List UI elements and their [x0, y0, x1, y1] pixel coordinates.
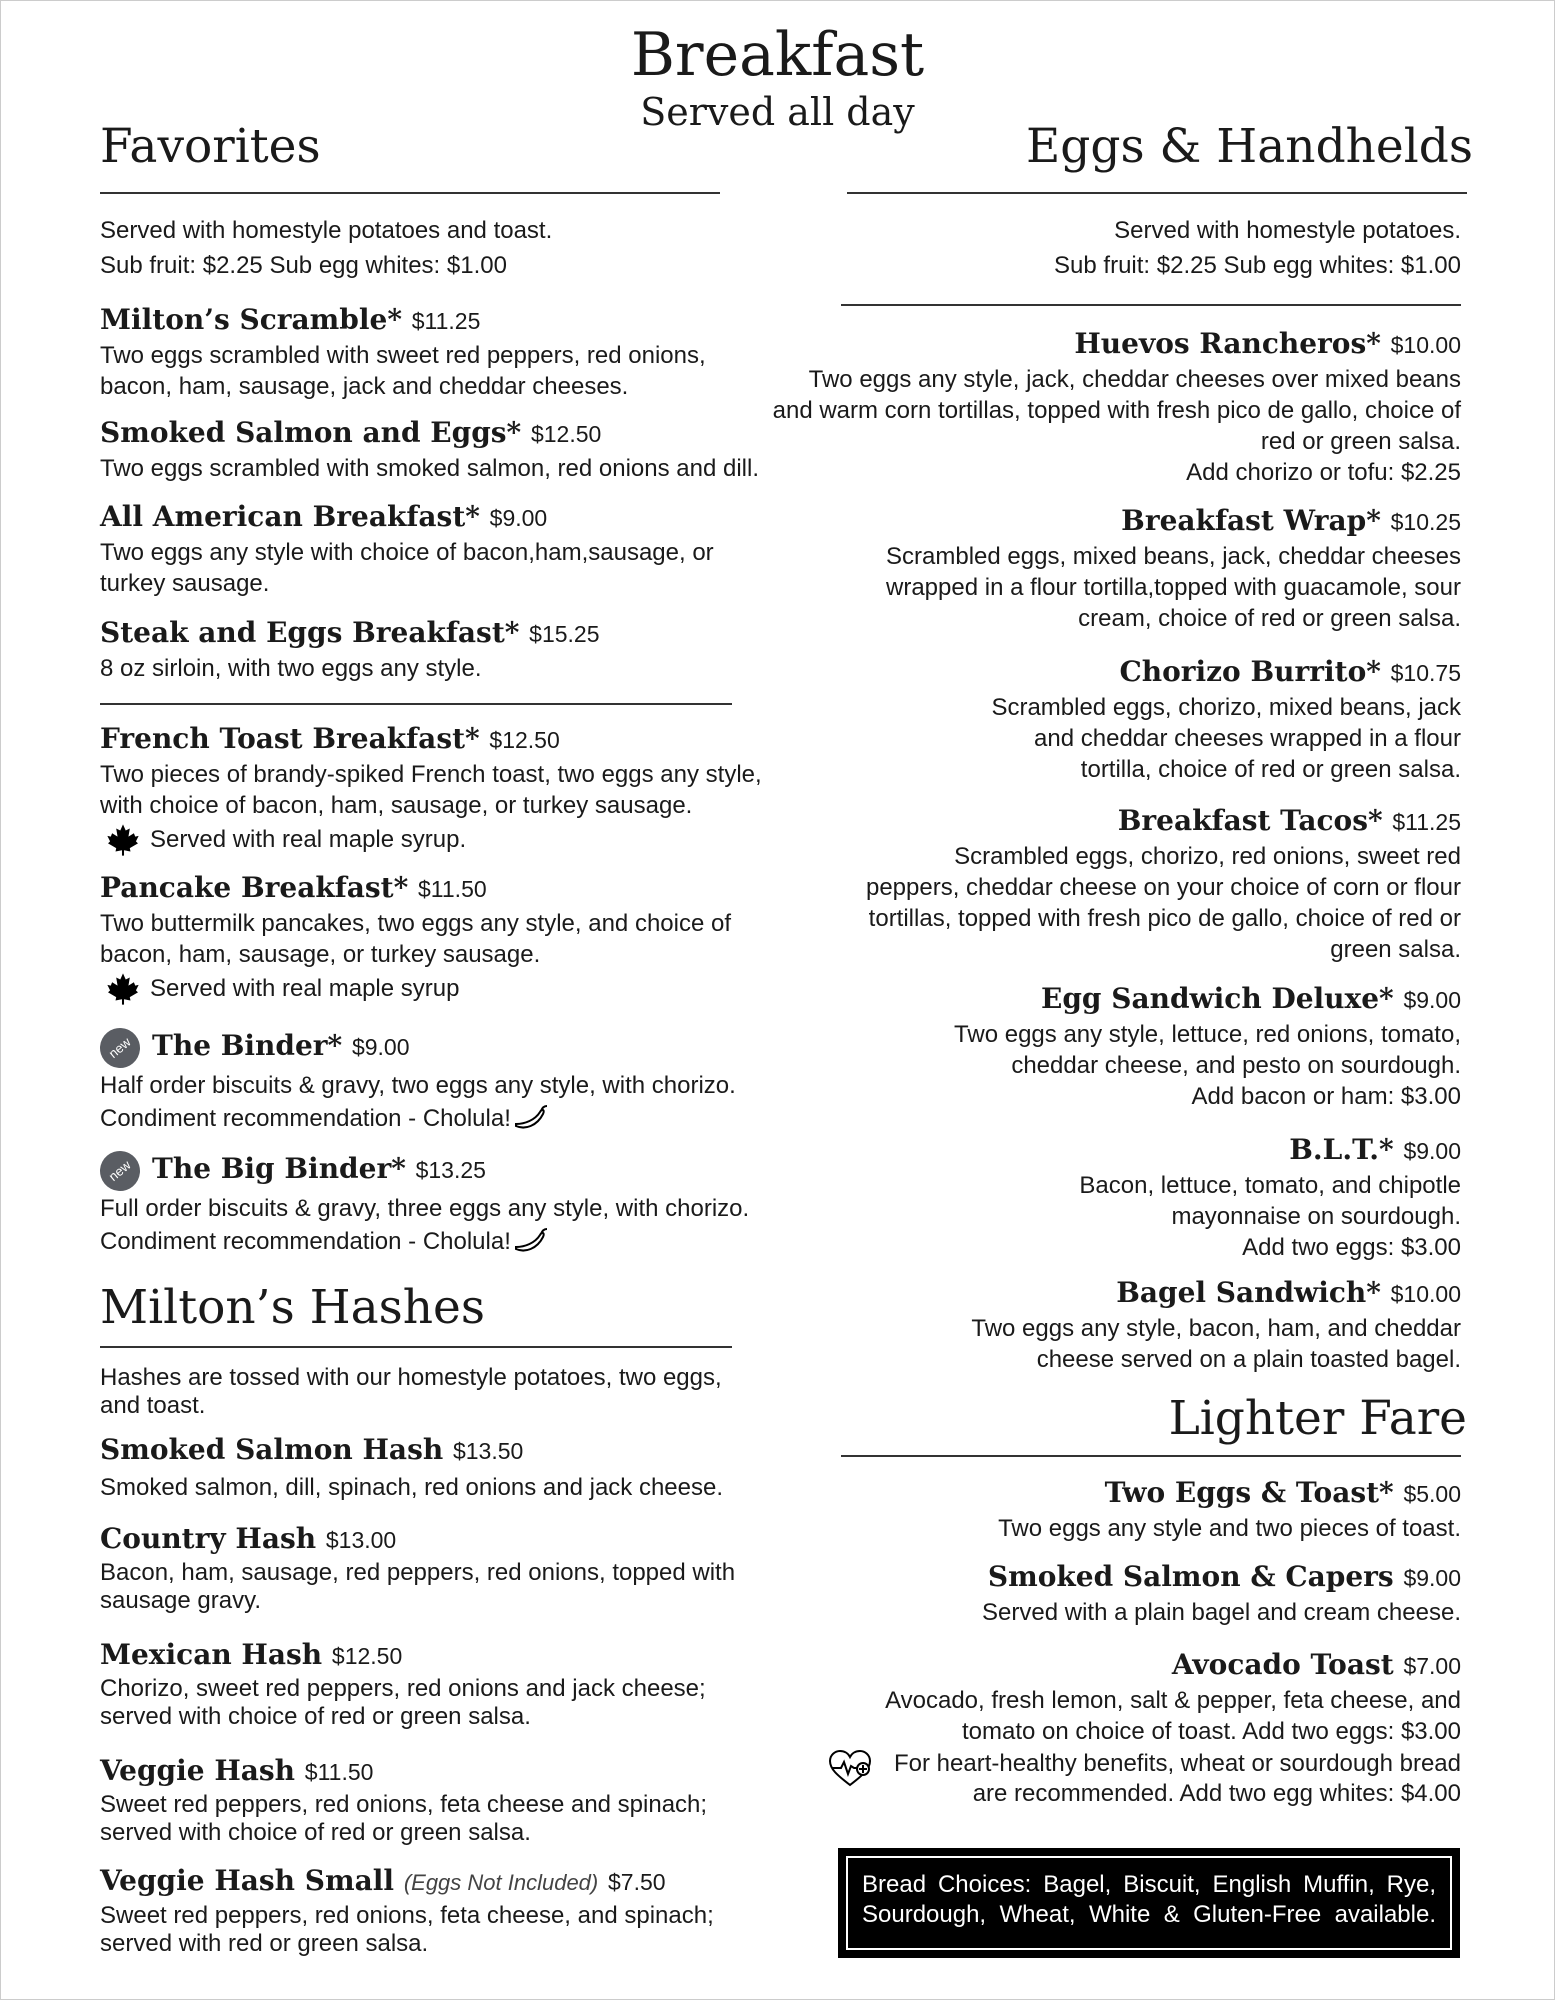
item-description: Two eggs scrambled with sweet red peppers, red onions, bacon, ham, sausage, jack and cheddar cheeses. — [100, 342, 706, 400]
item-price: $12.50 — [331, 1643, 403, 1669]
item-description: Half order biscuits & gravy, two eggs any style, with chorizo. — [100, 1071, 736, 1099]
menu-item — [100, 1752, 780, 1847]
item-price: $12.50 — [530, 421, 602, 447]
menu-item — [100, 720, 780, 857]
item-description: Scrambled eggs, mixed beans, jack, cheddar cheeses wrapped in a flour tortilla,topped with guacamole, sour cream, choice of red or green salsa. — [886, 543, 1461, 632]
item-description: Served with a plain bagel and cream cheese. — [982, 1599, 1461, 1626]
new-badge: new — [92, 1142, 148, 1198]
menu-item — [100, 614, 780, 684]
item-description: Two eggs any style with choice of bacon,ham,sausage, or turkey sausage. — [100, 539, 714, 597]
item-name: French Toast Breakfast* — [100, 722, 480, 755]
item-name: Breakfast Wrap* — [1121, 504, 1381, 537]
item-addon: Add two eggs: $3.00 — [1242, 1234, 1461, 1261]
favorites-note: Served with homestyle potatoes and toast. Sub fruit: $2.25 Sub egg whites: $1.00 — [100, 217, 553, 279]
item-name: Pancake Breakfast* — [100, 871, 409, 904]
item-description: Sweet red peppers, red onions, feta cheese, and spinach; served with red or green salsa. — [100, 1902, 714, 1957]
item-addon: Add chorizo or tofu: $2.25 — [1186, 459, 1461, 486]
maple-leaf-icon — [106, 972, 140, 1006]
maple-note-text: Served with real maple syrup. — [150, 826, 467, 853]
lighter-fare-heading: Lighter Fare — [1168, 1391, 1467, 1446]
item-extra: (Eggs Not Included) — [403, 1870, 599, 1895]
menu-item — [100, 498, 780, 599]
item-price: $11.25 — [1392, 809, 1461, 835]
item-price: $13.00 — [325, 1527, 397, 1553]
item-name: Milton’s Scramble* — [100, 303, 402, 336]
maple-note — [100, 823, 780, 857]
item-price: $11.50 — [304, 1759, 374, 1785]
chili-pepper-icon — [513, 1104, 549, 1134]
item-price: $10.25 — [1390, 509, 1461, 535]
condiment-note: Condiment recommendation - Cholula! — [100, 1226, 780, 1258]
hashes-rule — [100, 1346, 732, 1348]
item-price: $11.50 — [418, 876, 487, 902]
page-title: Breakfast — [630, 20, 925, 90]
item-description: Two eggs scrambled with smoked salmon, red onions and dill. — [100, 455, 759, 482]
favorites-heading: Favorites — [100, 119, 321, 174]
item-description: 8 oz sirloin, with two eggs any style. — [100, 655, 482, 682]
menu-item — [100, 869, 780, 1006]
item-price: $9.00 — [489, 505, 548, 531]
item-price: $5.00 — [1403, 1481, 1461, 1507]
menu-item — [741, 1474, 1461, 1544]
item-name: Breakfast Tacos* — [1117, 804, 1383, 837]
item-name: The Binder* — [152, 1029, 343, 1062]
item-description: Two eggs any style, lettuce, red onions, tomato, cheddar cheese, and pesto on sourdough. — [954, 1021, 1461, 1079]
eggs-handhelds-rule — [847, 192, 1467, 194]
item-price: $9.00 — [1403, 987, 1461, 1013]
item-name: B.L.T.* — [1289, 1133, 1394, 1166]
item-name: Smoked Salmon and Eggs* — [100, 416, 522, 449]
item-name: Smoked Salmon & Capers — [987, 1560, 1394, 1593]
item-description: Scrambled eggs, chorizo, mixed beans, jack and cheddar cheeses wrapped in a flour tortilla, choice of red or green salsa. — [991, 694, 1461, 783]
item-addon: Add bacon or ham: $3.00 — [1191, 1083, 1461, 1110]
maple-note — [100, 972, 780, 1006]
item-price: $9.00 — [1403, 1138, 1461, 1164]
item-description: Scrambled eggs, chorizo, red onions, sweet red peppers, cheddar cheese on your choice of corn or flour tortillas, topped with fresh pico de gallo, choice of red or green salsa. — [865, 843, 1461, 963]
item-name: Veggie Hash — [100, 1754, 296, 1787]
heart-health-icon — [827, 1749, 873, 1789]
item-price: $7.50 — [608, 1869, 666, 1895]
item-price: $13.25 — [415, 1157, 486, 1183]
item-price: $7.00 — [1403, 1653, 1461, 1679]
item-description: Chorizo, sweet red peppers, red onions and jack cheese; served with choice of red or green salsa. — [100, 1675, 706, 1730]
menu-item — [100, 1862, 780, 1958]
item-name: Chorizo Burrito* — [1119, 655, 1381, 688]
menu-item — [100, 1150, 780, 1257]
item-name: Country Hash — [100, 1522, 317, 1555]
item-description: Full order biscuits & gravy, three eggs any style, with chorizo. — [100, 1194, 750, 1222]
heart-healthy-text: For heart-healthy benefits, wheat or sourdough bread are recommended. Add two egg whites: $4.00 — [893, 1750, 1461, 1807]
menu-item — [741, 325, 1461, 488]
left-column — [100, 0, 780, 2000]
new-badge: new — [92, 1019, 148, 1075]
lighter-fare-rule — [841, 1455, 1461, 1457]
menu-item — [100, 1027, 780, 1134]
item-description: Bacon, ham, sausage, red peppers, red onions, topped with sausage gravy. — [100, 1559, 736, 1614]
item-description: Sweet red peppers, red onions, feta cheese and spinach; served with choice of red or green salsa. — [100, 1791, 708, 1846]
bread-choices-box — [838, 1848, 1460, 1958]
chili-pepper-icon — [513, 1227, 549, 1257]
item-description: Bacon, lettuce, tomato, and chipotle mayonnaise on sourdough. — [1079, 1172, 1461, 1230]
item-name: Avocado Toast — [1171, 1648, 1394, 1681]
item-name: The Big Binder* — [152, 1152, 406, 1185]
menu-item — [741, 980, 1461, 1112]
item-description: Smoked salmon, dill, spinach, red onions and jack cheese. — [100, 1474, 724, 1501]
item-description: Two eggs any style, jack, cheddar cheeses over mixed beans and warm corn tortillas, topped with fresh pico de gallo, choice of red or green salsa. — [772, 366, 1461, 455]
menu-item — [741, 1131, 1461, 1263]
item-name: Bagel Sandwich* — [1116, 1276, 1381, 1309]
menu-item — [741, 502, 1461, 634]
item-price: $9.00 — [1403, 1565, 1461, 1591]
item-price: $15.25 — [529, 621, 600, 647]
page-subtitle: Served all day — [640, 90, 915, 134]
favorites-rule — [100, 192, 720, 194]
maple-leaf-icon — [106, 823, 140, 857]
item-name: Egg Sandwich Deluxe* — [1041, 982, 1394, 1015]
eggs-handhelds-heading: Eggs & Handhelds — [1025, 119, 1473, 174]
heart-healthy-note — [741, 1749, 1461, 1809]
maple-note-text: Served with real maple syrup — [150, 975, 460, 1002]
menu-item — [741, 1274, 1461, 1375]
item-description: Two eggs any style and two pieces of toast. — [998, 1515, 1461, 1542]
item-description: Two buttermilk pancakes, two eggs any style, and choice of bacon, ham, sausage, or turkey sausage. — [100, 910, 731, 968]
item-description: Two pieces of brandy-spiked French toast, two eggs any style, with choice of bacon, ham, sausage, or turkey sausage. — [100, 761, 762, 819]
condiment-note: Condiment recommendation - Cholula! — [100, 1103, 780, 1135]
item-name: Smoked Salmon Hash — [100, 1433, 444, 1466]
section-rule — [100, 703, 732, 705]
bread-choices-text: Bread Choices: Bagel, Biscuit, English Muffin, Rye, Sourdough, Wheat, White & Gluten-Free available. — [846, 1856, 1452, 1950]
item-name: Huevos Rancheros* — [1074, 327, 1381, 360]
item-price: $9.00 — [351, 1034, 410, 1060]
eggs-handhelds-note: Served with homestyle potatoes. Sub fruit: $2.25 Sub egg whites: $1.00 — [1054, 217, 1461, 279]
item-name: Mexican Hash — [100, 1638, 323, 1671]
item-price: $11.25 — [411, 308, 481, 334]
menu-item — [741, 1646, 1461, 1809]
menu-item — [100, 1431, 780, 1503]
menu-item — [741, 802, 1461, 965]
menu-item — [100, 301, 780, 402]
item-name: Veggie Hash Small — [100, 1864, 395, 1897]
item-description: Two eggs any style, bacon, ham, and cheddar cheese served on a plain toasted bagel. — [971, 1315, 1461, 1373]
menu-item — [100, 414, 780, 484]
item-name: All American Breakfast* — [100, 500, 480, 533]
hashes-heading: Milton’s Hashes — [100, 1280, 485, 1335]
menu-item — [741, 1558, 1461, 1628]
menu-item — [741, 653, 1461, 785]
item-price: $12.50 — [489, 727, 560, 753]
section-rule — [841, 304, 1461, 306]
item-price: $13.50 — [452, 1438, 524, 1464]
item-name: Two Eggs & Toast* — [1104, 1476, 1394, 1509]
item-name: Steak and Eggs Breakfast* — [100, 616, 520, 649]
item-description: Avocado, fresh lemon, salt & pepper, feta cheese, and tomato on choice of toast. Add two eggs: $3.00 — [885, 1687, 1461, 1745]
hashes-note: Hashes are tossed with our homestyle potatoes, two eggs, and toast. — [100, 1364, 722, 1419]
item-price: $10.00 — [1390, 332, 1461, 358]
item-price: $10.00 — [1390, 1281, 1461, 1307]
menu-item — [100, 1636, 780, 1731]
menu-item — [100, 1520, 780, 1615]
item-price: $10.75 — [1390, 660, 1461, 686]
